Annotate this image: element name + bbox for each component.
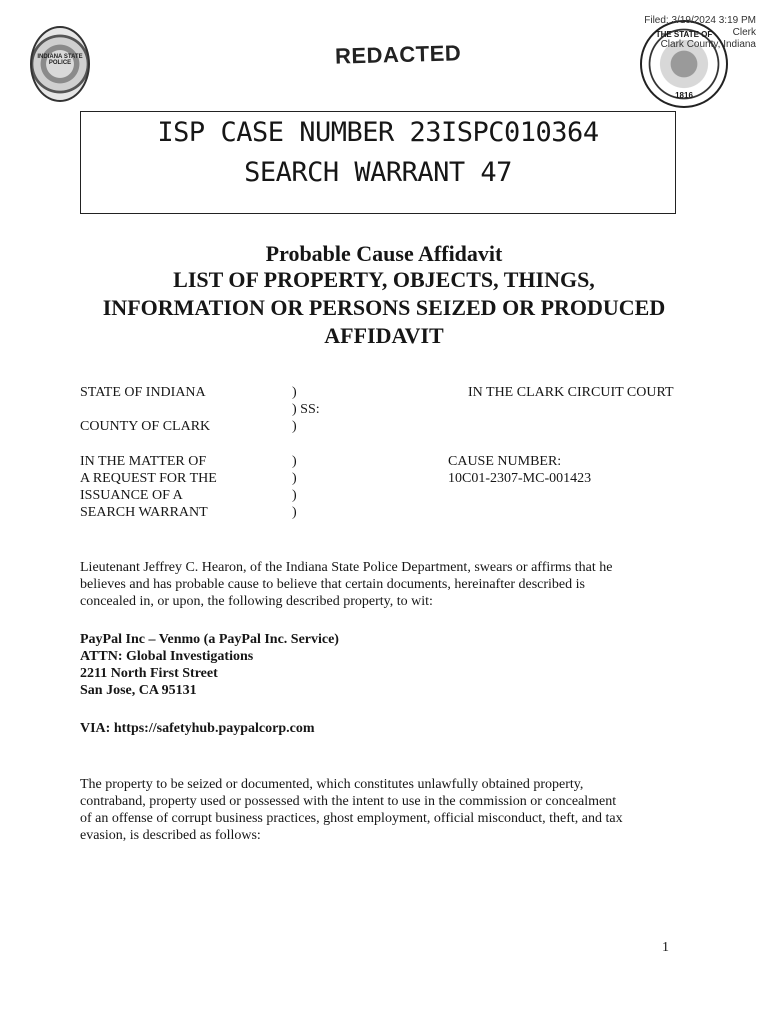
caption-paren: ): [292, 505, 297, 520]
filed-date: Filed: 3/19/2024 3:19 PM: [644, 15, 756, 26]
badge-text: INDIANA STATE POLICE: [37, 54, 83, 66]
caption-county: COUNTY OF CLARK: [80, 419, 211, 434]
title-affidavit: AFFIDAVIT: [324, 323, 444, 348]
intro-line: concealed in, or upon, the following described property, to wit:: [80, 594, 433, 609]
via-url: VIA: https://safetyhub.paypalcorp.com: [80, 721, 315, 736]
address-line: San Jose, CA 95131: [80, 683, 197, 698]
cause-number-label: CAUSE NUMBER:: [448, 454, 562, 469]
intro-line: believes and has probable cause to believe that certain documents, hereinafter described is: [80, 577, 585, 592]
caption-state: STATE OF INDIANA: [80, 385, 206, 400]
intro-line: Lieutenant Jeffrey C. Hearon, of the Indiana State Police Department, swears or affirms that he: [80, 560, 613, 575]
property-line: of an offense of corrupt business practices, ghost employment, official misconduct, theft, and tax: [80, 811, 623, 826]
title-list-of-property: LIST OF PROPERTY, OBJECTS, THINGS,: [173, 267, 595, 292]
property-line: contraband, property used or possessed with the intent to use in the commission or concealment: [80, 794, 617, 809]
filed-clerk: Clerk: [732, 27, 756, 38]
caption-paren: ): [292, 488, 297, 503]
caption-ss: ) SS:: [292, 402, 320, 417]
seal-top-text: THE STATE OF: [655, 30, 713, 39]
caption-paren: ): [292, 454, 297, 469]
caption-paren: ): [292, 471, 297, 486]
matter-line: A REQUEST FOR THE: [80, 471, 217, 486]
cause-number-value: 10C01-2307-MC-001423: [448, 471, 592, 486]
state-police-badge: [30, 26, 90, 102]
caption-court: IN THE CLARK CIRCUIT COURT: [468, 385, 674, 400]
isp-case-number: ISP CASE NUMBER 23ISPC010364: [157, 117, 599, 148]
page-number: 1: [662, 940, 669, 955]
redacted-stamp: REDACTED: [334, 40, 462, 69]
caption-paren: ): [292, 419, 297, 434]
property-line: The property to be seized or documented, which constitutes unlawfully obtained property,: [80, 777, 584, 792]
seal-year: 1816: [675, 91, 693, 100]
property-line: evasion, is described as follows:: [80, 828, 261, 843]
filed-stamp: [644, 15, 756, 51]
address-line: ATTN: Global Investigations: [80, 649, 254, 664]
filed-county: Clark County, Indiana: [660, 39, 756, 50]
matter-line: IN THE MATTER OF: [80, 454, 207, 469]
address-line: PayPal Inc – Venmo (a PayPal Inc. Service): [80, 632, 339, 647]
search-warrant-number: SEARCH WARRANT 47: [244, 157, 512, 188]
case-number-box: [80, 111, 676, 214]
title-probable-cause: Probable Cause Affidavit: [265, 241, 503, 266]
caption-paren: ): [292, 385, 297, 400]
address-line: 2211 North First Street: [80, 666, 218, 681]
title-information: INFORMATION OR PERSONS SEIZED OR PRODUCED: [102, 295, 666, 320]
matter-line: SEARCH WARRANT: [80, 505, 208, 520]
matter-line: ISSUANCE OF A: [80, 488, 183, 503]
